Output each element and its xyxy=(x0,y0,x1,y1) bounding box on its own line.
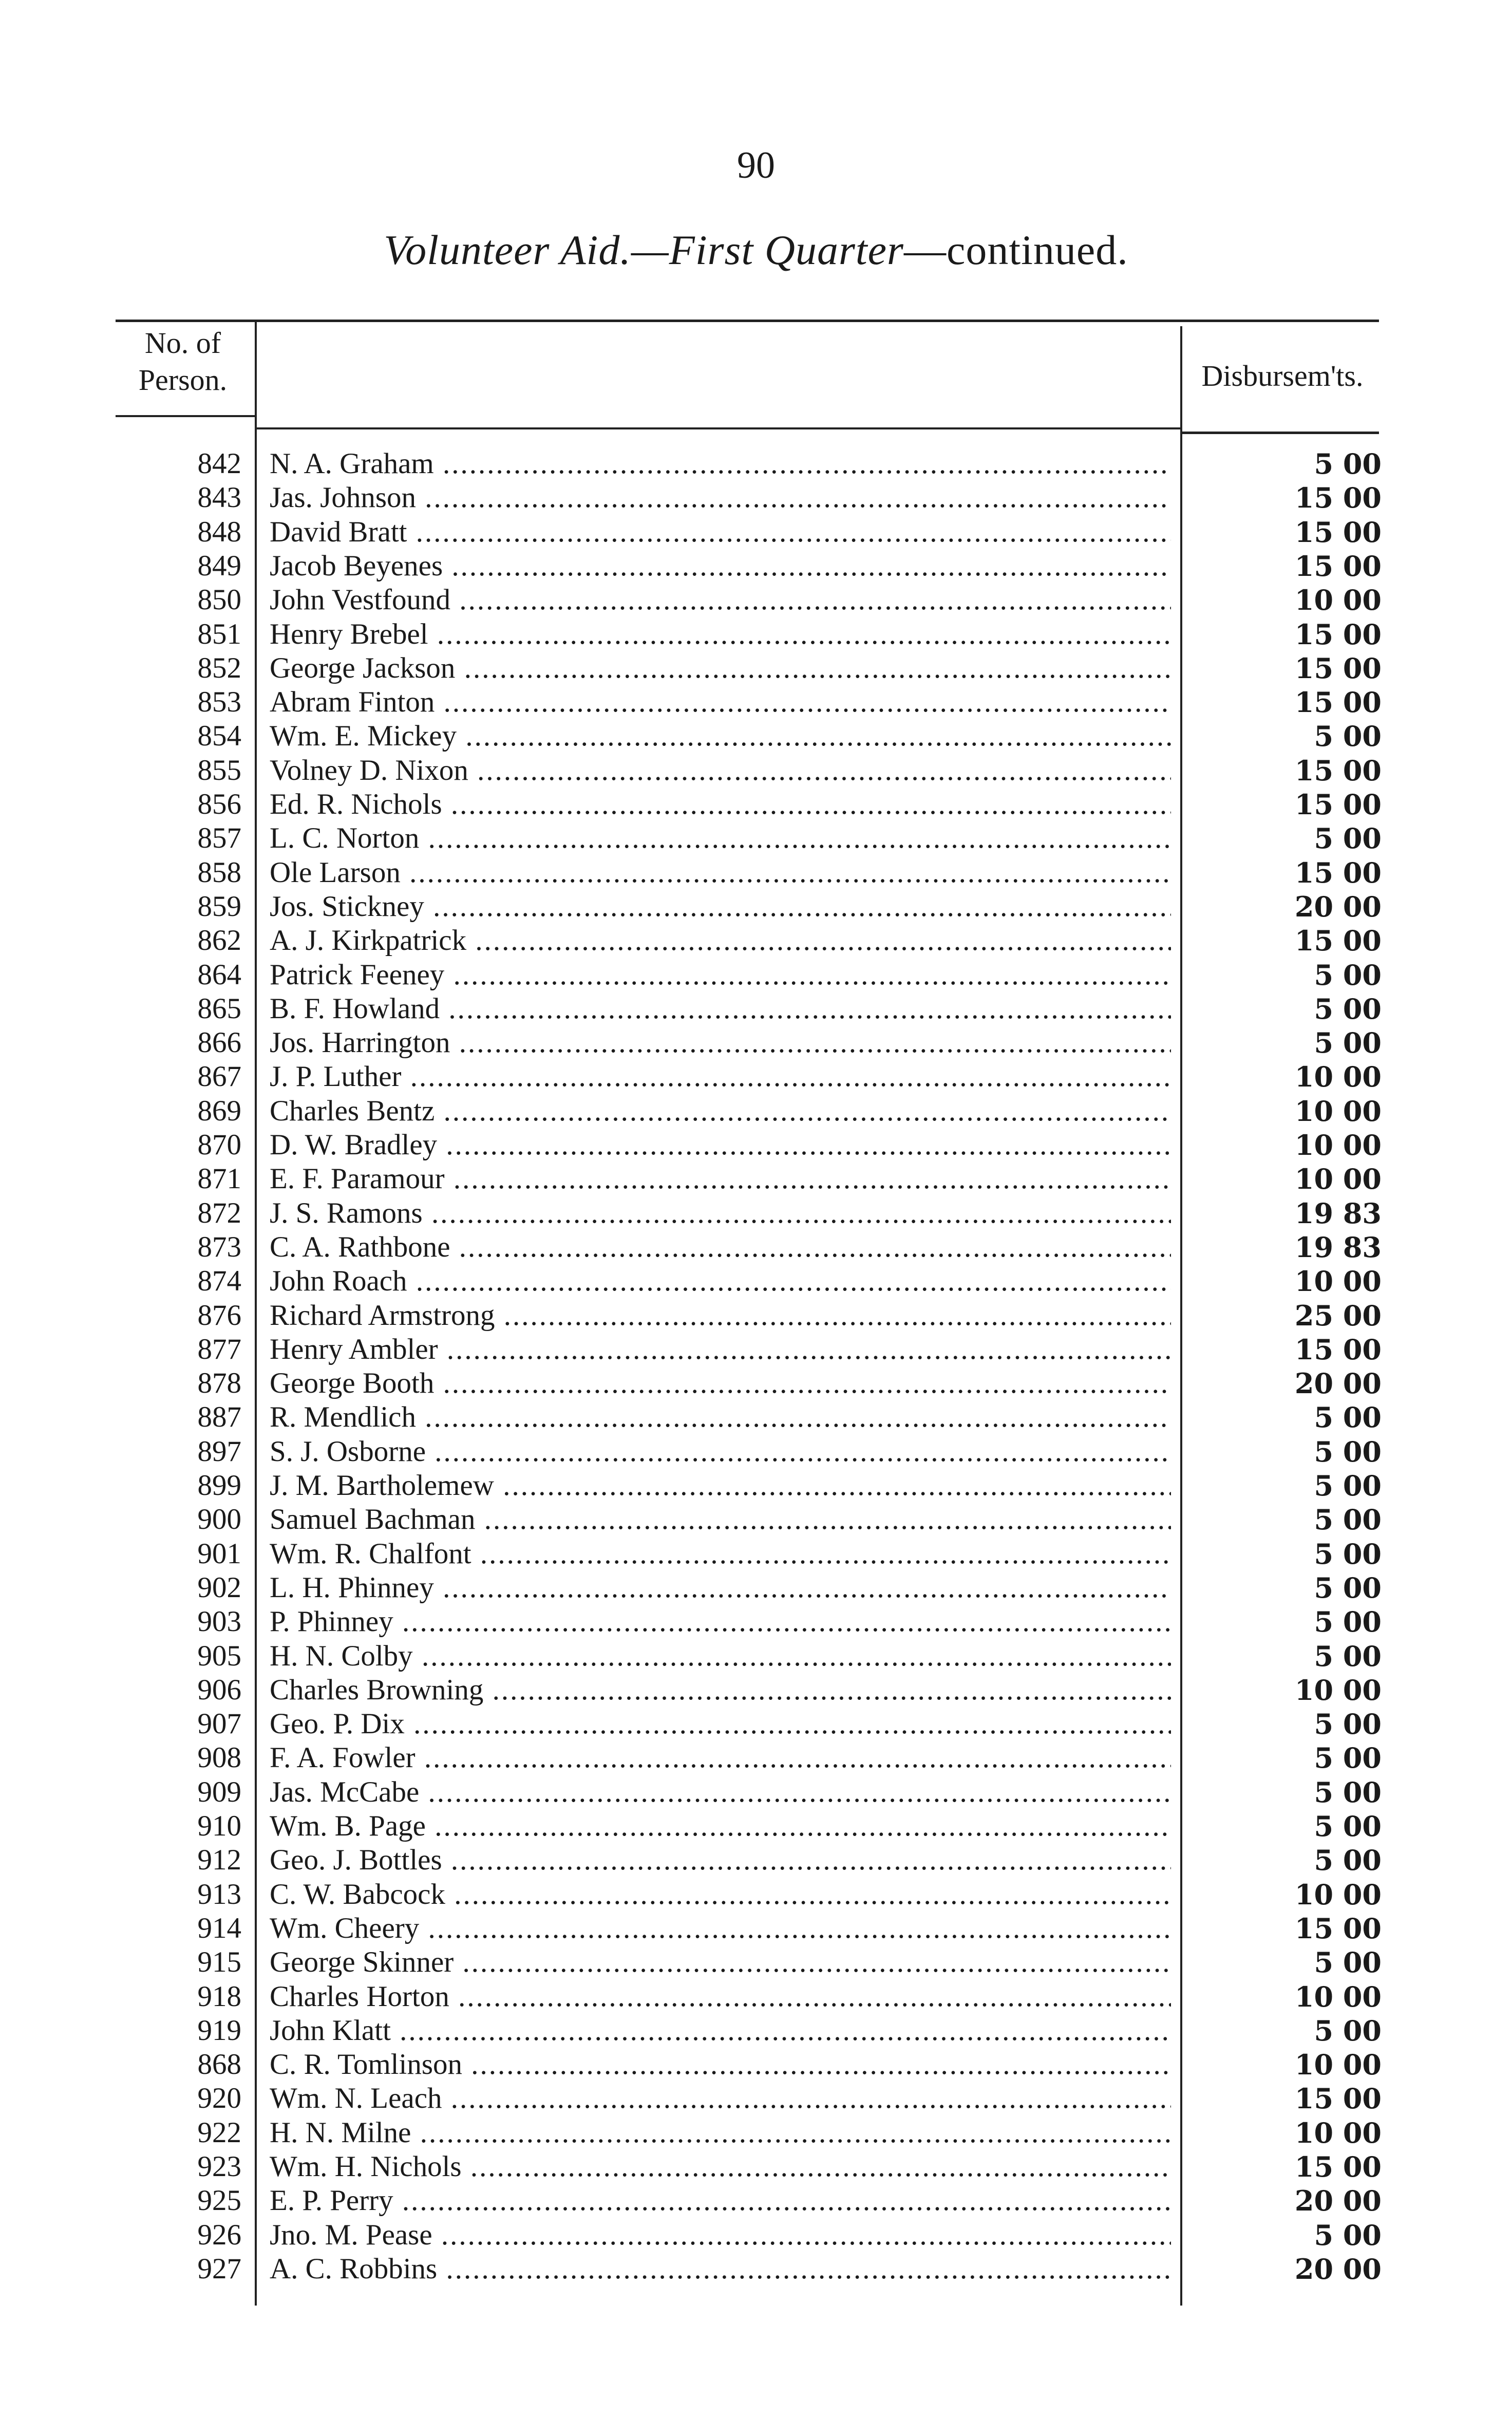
person-number: 920 xyxy=(197,2082,241,2114)
person-name: H. N. Colby ..... xyxy=(270,1640,1171,1672)
header-person-number-line2: Person. xyxy=(138,363,228,397)
disbursement-amount: 15 00 xyxy=(1294,924,1382,957)
running-title-italic: Volunteer Aid.—First Quarter xyxy=(384,227,904,273)
person-name: C. R. Tomlinson ..... xyxy=(270,2048,1171,2081)
disbursement-amount: 15 00 xyxy=(1294,550,1382,583)
person-name: Wm. R. Chalfont ..... xyxy=(270,1538,1171,1570)
person-name-cell xyxy=(270,924,1171,958)
person-number: 927 xyxy=(197,2253,241,2285)
table-row xyxy=(0,1945,1512,1979)
person-name-cell xyxy=(270,992,1171,1026)
person-name-cell xyxy=(270,1537,1171,1571)
disbursement-amount: 10 00 xyxy=(1294,1095,1382,1128)
disbursement-amount: 5 00 xyxy=(1314,2219,1382,2252)
table-row xyxy=(0,651,1512,685)
header-rule-right xyxy=(1182,432,1379,434)
person-name: Volney D. Nixon ..... xyxy=(270,754,1171,786)
table-row xyxy=(0,447,1512,481)
person-number: 912 xyxy=(197,1844,241,1876)
person-name-cell xyxy=(270,617,1171,651)
table-row xyxy=(0,1196,1512,1230)
person-name-cell xyxy=(270,1605,1171,1639)
person-name: Henry Ambler ..... xyxy=(270,1333,1171,1365)
person-name: Jas. McCabe ..... xyxy=(270,1776,1171,1808)
person-name-cell xyxy=(270,719,1171,753)
person-number: 900 xyxy=(197,1503,241,1535)
person-number: 914 xyxy=(197,1912,241,1944)
person-number: 873 xyxy=(197,1231,241,1263)
table-row xyxy=(0,1299,1512,1333)
person-name: N. A. Graham ..... xyxy=(270,447,1171,480)
disbursement-amount: 5 00 xyxy=(1314,1026,1382,1059)
person-name: L. C. Norton ..... xyxy=(270,822,1171,854)
table-row xyxy=(0,2048,1512,2082)
person-name: George Skinner ..... xyxy=(270,1946,1171,1978)
disbursement-amount: 5 00 xyxy=(1314,1605,1382,1638)
table-row xyxy=(0,1707,1512,1741)
person-name: A. J. Kirkpatrick ..... xyxy=(270,924,1171,957)
person-number: 865 xyxy=(197,992,241,1025)
table-row xyxy=(0,1162,1512,1196)
person-name: J. M. Bartholemew ..... xyxy=(270,1469,1171,1502)
person-name-cell xyxy=(270,1196,1171,1230)
person-name-cell xyxy=(270,1128,1171,1162)
person-name: C. A. Rathbone ..... xyxy=(270,1231,1171,1263)
person-name: Jno. M. Pease ..... xyxy=(270,2219,1171,2251)
person-number: 902 xyxy=(197,1571,241,1604)
person-number: 842 xyxy=(197,447,241,480)
person-name-cell xyxy=(270,1366,1171,1400)
person-name-cell xyxy=(270,821,1171,855)
person-name-cell xyxy=(270,1333,1171,1366)
disbursement-amount: 15 00 xyxy=(1294,2150,1382,2183)
disbursement-amount: 15 00 xyxy=(1294,652,1382,685)
person-number: 867 xyxy=(197,1060,241,1093)
table-row xyxy=(0,1741,1512,1775)
person-name: F. A. Fowler ..... xyxy=(270,1741,1171,1774)
person-number: 854 xyxy=(197,720,241,752)
person-name-cell xyxy=(270,1503,1171,1537)
person-name-cell xyxy=(270,1878,1171,1912)
table-row xyxy=(0,515,1512,549)
disbursement-amount: 20 00 xyxy=(1294,2253,1382,2286)
table-row xyxy=(0,719,1512,753)
person-number: 871 xyxy=(197,1163,241,1195)
disbursement-amount: 5 00 xyxy=(1314,1571,1382,1604)
person-number: 877 xyxy=(197,1333,241,1365)
person-name: Wm. H. Nichols ..... xyxy=(270,2150,1171,2183)
person-name-cell xyxy=(270,1843,1171,1877)
table-row xyxy=(0,856,1512,890)
table-row xyxy=(0,924,1512,958)
table-row xyxy=(0,958,1512,992)
person-name: Abram Finton ..... xyxy=(270,686,1171,718)
table-row xyxy=(0,788,1512,821)
person-number: 887 xyxy=(197,1401,241,1433)
disbursement-amount: 20 00 xyxy=(1294,890,1382,923)
disbursement-amount: 5 00 xyxy=(1314,1708,1382,1740)
person-name-cell xyxy=(270,1230,1171,1264)
person-name-cell xyxy=(270,890,1171,924)
disbursement-amount: 15 00 xyxy=(1294,481,1382,514)
disbursement-amount: 5 00 xyxy=(1314,992,1382,1025)
person-name: Charles Horton ..... xyxy=(270,1980,1171,2013)
person-number: 923 xyxy=(197,2150,241,2183)
person-name: George Jackson ..... xyxy=(270,652,1171,684)
table-row xyxy=(0,481,1512,515)
person-name: B. F. Howland ..... xyxy=(270,992,1171,1025)
person-name: L. H. Phinney ..... xyxy=(270,1571,1171,1604)
disbursement-amount: 10 00 xyxy=(1294,584,1382,616)
person-name-cell xyxy=(270,1912,1171,1945)
person-name: Patrick Feeney ..... xyxy=(270,959,1171,991)
table-row xyxy=(0,2184,1512,2218)
person-name-cell xyxy=(270,788,1171,821)
table-row xyxy=(0,1878,1512,1912)
person-name: Ed. R. Nichols ..... xyxy=(270,788,1171,820)
person-name: George Booth ..... xyxy=(270,1367,1171,1399)
table-row xyxy=(0,1980,1512,2014)
person-name-cell xyxy=(270,1741,1171,1775)
person-name: David Bratt ..... xyxy=(270,516,1171,548)
disbursement-amount: 5 00 xyxy=(1314,447,1382,480)
disbursement-amount: 15 00 xyxy=(1294,754,1382,787)
person-number: 874 xyxy=(197,1265,241,1297)
person-name: Wm. B. Page ..... xyxy=(270,1810,1171,1842)
disbursement-amount: 19 83 xyxy=(1294,1231,1382,1264)
table-row xyxy=(0,1503,1512,1537)
person-number: 870 xyxy=(197,1129,241,1161)
disbursement-amount: 10 00 xyxy=(1294,1265,1382,1298)
person-number: 903 xyxy=(197,1605,241,1638)
disbursement-amount: 10 00 xyxy=(1294,1129,1382,1162)
person-number: 855 xyxy=(197,754,241,786)
table-row xyxy=(0,1571,1512,1605)
table-top-rule xyxy=(116,320,1379,322)
person-number: 850 xyxy=(197,584,241,616)
person-name-cell xyxy=(270,1707,1171,1741)
person-number: 926 xyxy=(197,2219,241,2251)
person-name: Geo. P. Dix ..... xyxy=(270,1708,1171,1740)
disbursement-amount: 10 00 xyxy=(1294,2048,1382,2081)
table-row xyxy=(0,1775,1512,1809)
person-name-cell xyxy=(270,2184,1171,2218)
disbursement-amount: 5 00 xyxy=(1314,1776,1382,1809)
table-row xyxy=(0,2082,1512,2115)
person-name: Richard Armstrong ..... xyxy=(270,1299,1171,1332)
person-name: Jos. Stickney ..... xyxy=(270,890,1171,923)
disbursement-amount: 10 00 xyxy=(1294,1980,1382,2013)
disbursement-amount: 15 00 xyxy=(1294,788,1382,821)
person-name: R. Mendlich ..... xyxy=(270,1401,1171,1433)
person-name-cell xyxy=(270,549,1171,583)
table-row xyxy=(0,1060,1512,1094)
table-row xyxy=(0,1128,1512,1162)
person-number: 866 xyxy=(197,1026,241,1059)
table-row xyxy=(0,1673,1512,1707)
table-row xyxy=(0,583,1512,617)
person-number: 864 xyxy=(197,959,241,991)
header-rule-middle xyxy=(257,427,1181,429)
person-name-cell xyxy=(270,1980,1171,2014)
person-name: E. F. Paramour ..... xyxy=(270,1163,1171,1195)
person-name: Wm. N. Leach ..... xyxy=(270,2082,1171,2114)
person-name-cell xyxy=(270,583,1171,617)
table-row xyxy=(0,1912,1512,1945)
table-row xyxy=(0,1435,1512,1469)
person-name-cell xyxy=(270,1571,1171,1605)
person-number: 852 xyxy=(197,652,241,684)
table-row xyxy=(0,1605,1512,1639)
table-row xyxy=(0,2014,1512,2048)
disbursement-amount: 10 00 xyxy=(1294,2116,1382,2149)
table-row xyxy=(0,2150,1512,2184)
table-row xyxy=(0,1469,1512,1503)
person-number: 899 xyxy=(197,1469,241,1502)
person-number: 915 xyxy=(197,1946,241,1978)
person-number: 925 xyxy=(197,2184,241,2217)
person-name-cell xyxy=(270,1094,1171,1128)
disbursement-amount: 5 00 xyxy=(1314,2014,1382,2047)
person-number: 901 xyxy=(197,1538,241,1570)
person-name: Samuel Bachman ..... xyxy=(270,1503,1171,1535)
disbursement-amount: 25 00 xyxy=(1294,1299,1382,1332)
person-number: 848 xyxy=(197,516,241,548)
person-name-cell xyxy=(270,1775,1171,1809)
person-name-cell xyxy=(270,958,1171,992)
person-number: 876 xyxy=(197,1299,241,1332)
table-row xyxy=(0,1026,1512,1060)
person-name-cell xyxy=(270,1945,1171,1979)
running-title-continued: —continued. xyxy=(903,227,1128,273)
table-row xyxy=(0,1400,1512,1434)
person-number: 913 xyxy=(197,1878,241,1910)
person-name: J. P. Luther ..... xyxy=(270,1060,1171,1093)
table-row xyxy=(0,890,1512,924)
disbursement-amount: 10 00 xyxy=(1294,1163,1382,1195)
table-row xyxy=(0,1230,1512,1264)
person-name: J. S. Ramons ..... xyxy=(270,1197,1171,1229)
table-row xyxy=(0,1537,1512,1571)
page-number: 90 xyxy=(737,144,775,186)
person-name-cell xyxy=(270,2048,1171,2082)
disbursement-amount: 5 00 xyxy=(1314,959,1382,991)
person-name-cell xyxy=(270,2218,1171,2252)
person-name: Jacob Beyenes ..... xyxy=(270,550,1171,582)
person-name-cell xyxy=(270,1809,1171,1843)
person-number: 907 xyxy=(197,1708,241,1740)
person-name: John Klatt ..... xyxy=(270,2014,1171,2047)
person-name-cell xyxy=(270,685,1171,719)
table-row xyxy=(0,2218,1512,2252)
person-name: P. Phinney ..... xyxy=(270,1605,1171,1638)
person-number: 843 xyxy=(197,481,241,514)
person-name: John Roach ..... xyxy=(270,1265,1171,1297)
disbursement-amount: 5 00 xyxy=(1314,1469,1382,1502)
person-number: 856 xyxy=(197,788,241,820)
person-name-cell xyxy=(270,1299,1171,1333)
disbursement-amount: 5 00 xyxy=(1314,1401,1382,1434)
person-name-cell xyxy=(270,754,1171,788)
person-name: C. W. Babcock ..... xyxy=(270,1878,1171,1910)
disbursement-amount: 15 00 xyxy=(1294,856,1382,889)
person-number: 922 xyxy=(197,2116,241,2149)
disbursement-amount: 20 00 xyxy=(1294,1367,1382,1400)
person-name: D. W. Bradley ..... xyxy=(270,1129,1171,1161)
person-name: Wm. E. Mickey ..... xyxy=(270,720,1171,752)
person-name: Ole Larson ..... xyxy=(270,856,1171,889)
disbursement-amount: 10 00 xyxy=(1294,1060,1382,1093)
person-number: 878 xyxy=(197,1367,241,1399)
table-row xyxy=(0,1264,1512,1298)
disbursement-amount: 5 00 xyxy=(1314,1435,1382,1468)
person-name-cell xyxy=(270,1060,1171,1094)
person-name: Charles Bentz ..... xyxy=(270,1095,1171,1127)
person-name-cell xyxy=(270,515,1171,549)
person-name: H. N. Milne ..... xyxy=(270,2116,1171,2149)
person-name: Wm. Cheery ..... xyxy=(270,1912,1171,1944)
person-name-cell xyxy=(270,1469,1171,1503)
header-person-number xyxy=(116,325,250,399)
disbursement-amount: 10 00 xyxy=(1294,1674,1382,1707)
table-row xyxy=(0,2252,1512,2286)
person-name-cell xyxy=(270,856,1171,890)
disbursement-amount: 15 00 xyxy=(1294,2082,1382,2115)
person-name-cell xyxy=(270,1673,1171,1707)
person-number: 908 xyxy=(197,1741,241,1774)
table-row xyxy=(0,1333,1512,1366)
person-name: John Vestfound ..... xyxy=(270,584,1171,616)
disbursement-amount: 15 00 xyxy=(1294,686,1382,719)
disbursement-amount: 5 00 xyxy=(1314,1844,1382,1877)
person-name-cell xyxy=(270,1639,1171,1673)
person-name: Charles Browning ..... xyxy=(270,1674,1171,1706)
person-name-cell xyxy=(270,1400,1171,1434)
table-row xyxy=(0,1094,1512,1128)
table-row xyxy=(0,1366,1512,1400)
person-name-cell xyxy=(270,2082,1171,2115)
person-name-cell xyxy=(270,1162,1171,1196)
person-name-cell xyxy=(270,481,1171,515)
person-number: 858 xyxy=(197,856,241,889)
person-number: 857 xyxy=(197,822,241,854)
disbursement-amount: 20 00 xyxy=(1294,2184,1382,2217)
person-name-cell xyxy=(270,2150,1171,2184)
person-number: 851 xyxy=(197,618,241,650)
disbursement-amount: 5 00 xyxy=(1314,1946,1382,1979)
person-name-cell xyxy=(270,651,1171,685)
person-number: 849 xyxy=(197,550,241,582)
person-name-cell xyxy=(270,1264,1171,1298)
header-disbursements: Disbursem'ts. xyxy=(1201,359,1364,392)
disbursement-amount: 5 00 xyxy=(1314,1503,1382,1536)
disbursement-amount: 5 00 xyxy=(1314,822,1382,855)
person-name: A. C. Robbins ..... xyxy=(270,2253,1171,2285)
disbursement-amount: 15 00 xyxy=(1294,1333,1382,1366)
disbursement-amount: 5 00 xyxy=(1314,1538,1382,1570)
person-number: 869 xyxy=(197,1095,241,1127)
header-person-number-line1: No. of xyxy=(144,326,221,360)
person-number: 906 xyxy=(197,1674,241,1706)
disbursement-amount: 5 00 xyxy=(1314,1810,1382,1843)
person-number: 872 xyxy=(197,1197,241,1229)
person-name: S. J. Osborne ..... xyxy=(270,1435,1171,1468)
disbursement-amount: 5 00 xyxy=(1314,1741,1382,1774)
person-number: 910 xyxy=(197,1810,241,1842)
person-number: 909 xyxy=(197,1776,241,1808)
table-row xyxy=(0,821,1512,855)
table-row xyxy=(0,992,1512,1026)
person-name-cell xyxy=(270,2116,1171,2150)
person-number: 859 xyxy=(197,890,241,923)
person-name-cell xyxy=(270,1435,1171,1469)
disbursement-amount: 15 00 xyxy=(1294,516,1382,549)
person-number: 868 xyxy=(197,2048,241,2081)
disbursement-amount: 15 00 xyxy=(1294,618,1382,651)
person-number: 862 xyxy=(197,924,241,957)
person-number: 918 xyxy=(197,1980,241,2013)
person-number: 905 xyxy=(197,1640,241,1672)
disbursement-amount: 15 00 xyxy=(1294,1912,1382,1945)
person-number: 919 xyxy=(197,2014,241,2047)
person-name: E. P. Perry ..... xyxy=(270,2184,1171,2217)
disbursement-amount: 5 00 xyxy=(1314,1640,1382,1673)
disbursement-amount: 5 00 xyxy=(1314,720,1382,753)
header-rule-left xyxy=(116,415,255,417)
table-row xyxy=(0,754,1512,788)
table-row xyxy=(0,617,1512,651)
table-row xyxy=(0,2116,1512,2150)
person-name: Jos. Harrington ..... xyxy=(270,1026,1171,1059)
person-name: Geo. J. Bottles ..... xyxy=(270,1844,1171,1876)
person-name-cell xyxy=(270,447,1171,481)
disbursement-amount: 19 83 xyxy=(1294,1197,1382,1230)
person-name-cell xyxy=(270,1026,1171,1060)
person-name-cell xyxy=(270,2014,1171,2048)
person-name-cell xyxy=(270,2252,1171,2286)
person-name: Henry Brebel ..... xyxy=(270,618,1171,650)
running-title xyxy=(0,226,1512,274)
person-number: 853 xyxy=(197,686,241,718)
person-number: 897 xyxy=(197,1435,241,1468)
table-row xyxy=(0,549,1512,583)
table-row xyxy=(0,1809,1512,1843)
table-row xyxy=(0,685,1512,719)
person-name: Jas. Johnson ..... xyxy=(270,481,1171,514)
table-row xyxy=(0,1843,1512,1877)
disbursement-amount: 10 00 xyxy=(1294,1878,1382,1911)
table-row xyxy=(0,1639,1512,1673)
